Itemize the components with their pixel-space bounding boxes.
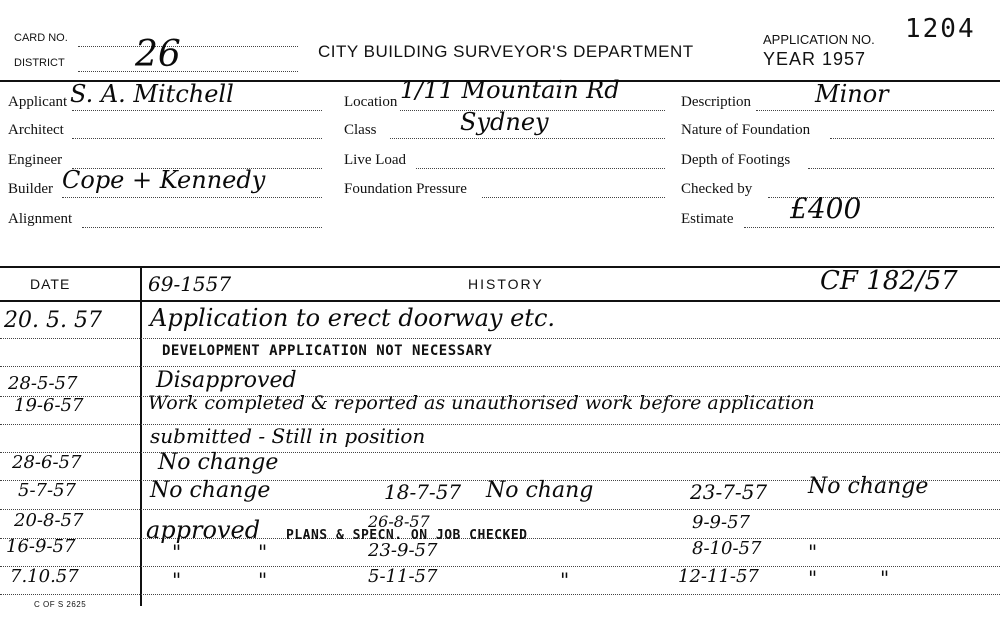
applicant-label: Applicant xyxy=(8,94,68,110)
file-ref: 69-1557 xyxy=(148,272,232,296)
check-date: 12-11-57 xyxy=(678,566,759,587)
alignment-line xyxy=(82,227,322,228)
entry-text: submitted - Still in position xyxy=(150,424,426,448)
entry-date: 28-5-57 xyxy=(8,373,78,394)
year-label: YEAR 1957 xyxy=(763,49,867,69)
architect-line xyxy=(72,138,322,139)
row-rule xyxy=(0,509,1000,510)
depth-line xyxy=(808,168,994,169)
check-date: 5-11-57 xyxy=(368,566,438,587)
location-value: 1/11 Mountain Rd xyxy=(400,76,620,104)
check-text: No chang xyxy=(486,478,594,503)
ditto-mark: " xyxy=(172,568,182,592)
entry-date: 5-7-57 xyxy=(18,480,76,501)
check-date: 26-8-57 xyxy=(368,512,430,531)
location-label: Location xyxy=(344,94,398,110)
class-value: Sydney xyxy=(460,108,549,136)
ditto-mark: " xyxy=(808,540,818,564)
form-code: C OF S 2625 xyxy=(34,600,87,609)
plans-checked-stamp: PLANS & SPECN. ON JOB CHECKED xyxy=(286,528,528,543)
entry-text: Application to erect doorway etc. xyxy=(150,304,556,332)
row-rule xyxy=(0,452,1000,453)
card-no-value: 26 xyxy=(135,34,181,75)
foundation-pressure-label: Foundation Pressure xyxy=(344,181,467,197)
entry-date: 20-8-57 xyxy=(14,510,84,531)
entry-stamp: DEVELOPMENT APPLICATION NOT NECESSARY xyxy=(162,343,493,359)
entry-text: Work completed & reported as unauthorised work before application xyxy=(148,392,815,414)
ditto-mark: " xyxy=(258,568,268,592)
check-date: 18-7-57 xyxy=(384,480,462,504)
cf-ref: CF 182/57 xyxy=(820,266,958,296)
history-header: HISTORY xyxy=(468,276,544,292)
depth-of-footings-label: Depth of Footings xyxy=(681,152,791,168)
entry-date: 20. 5. 57 xyxy=(4,308,102,333)
builder-value: Cope + Kennedy xyxy=(62,166,266,194)
entry-date: 19-6-57 xyxy=(14,395,84,416)
estimate-label: Estimate xyxy=(681,211,734,227)
date-column-divider xyxy=(140,266,142,606)
class-label: Class xyxy=(344,122,377,138)
entry-text: Disapproved xyxy=(156,368,297,393)
live-load-label: Live Load xyxy=(344,152,407,168)
application-label: APPLICATION NO. xyxy=(763,32,875,47)
check-date: 23-9-57 xyxy=(368,540,438,561)
card-no-label: CARD NO. xyxy=(14,32,68,44)
builder-label: Builder xyxy=(8,181,53,197)
nature-line xyxy=(830,138,994,139)
row-rule xyxy=(0,366,1000,367)
district-line xyxy=(78,71,298,72)
class-line xyxy=(390,138,665,139)
checked-by-label: Checked by xyxy=(681,181,753,197)
ditto-mark: " xyxy=(172,540,182,564)
estimate-line xyxy=(744,227,994,228)
check-date: 8-10-57 xyxy=(692,538,762,559)
architect-label: Architect xyxy=(8,122,64,138)
ditto-mark: " xyxy=(258,540,268,564)
entry-date: 28-6-57 xyxy=(12,452,82,473)
entry-text: approved xyxy=(146,516,261,544)
foundation-pressure-line xyxy=(482,197,665,198)
row-rule xyxy=(0,594,1000,595)
description-line xyxy=(756,110,994,111)
applicant-value: S. A. Mitchell xyxy=(70,80,234,108)
check-date: 9-9-57 xyxy=(692,512,750,533)
history-header-rule xyxy=(0,300,1000,302)
row-rule xyxy=(0,338,1000,339)
department-title: CITY BUILDING SURVEYOR'S DEPARTMENT xyxy=(318,42,694,61)
engineer-label: Engineer xyxy=(8,152,63,168)
check-text: No change xyxy=(808,474,929,499)
card-no-line xyxy=(78,46,298,47)
ditto-mark: " xyxy=(808,566,818,590)
entry-text: No change xyxy=(158,450,279,475)
alignment-label: Alignment xyxy=(8,211,73,227)
entry-date: 16-9-57 xyxy=(6,536,76,557)
district-label: DISTRICT xyxy=(14,57,65,69)
entry-date: 7.10.57 xyxy=(10,566,79,587)
date-header: DATE xyxy=(30,276,71,292)
builder-line xyxy=(62,197,322,198)
ditto-mark: " xyxy=(560,568,570,592)
live-load-line xyxy=(416,168,665,169)
application-number: 1204 xyxy=(905,14,976,44)
ditto-mark: " xyxy=(880,566,890,590)
description-value: Minor xyxy=(815,80,889,108)
check-date: 23-7-57 xyxy=(690,480,768,504)
nature-of-foundation-label: Nature of Foundation xyxy=(681,122,811,138)
description-label: Description xyxy=(681,94,751,110)
estimate-value: £400 xyxy=(790,192,862,225)
entry-text: No change xyxy=(150,478,271,503)
row-rule xyxy=(0,566,1000,567)
applicant-line xyxy=(72,110,322,111)
